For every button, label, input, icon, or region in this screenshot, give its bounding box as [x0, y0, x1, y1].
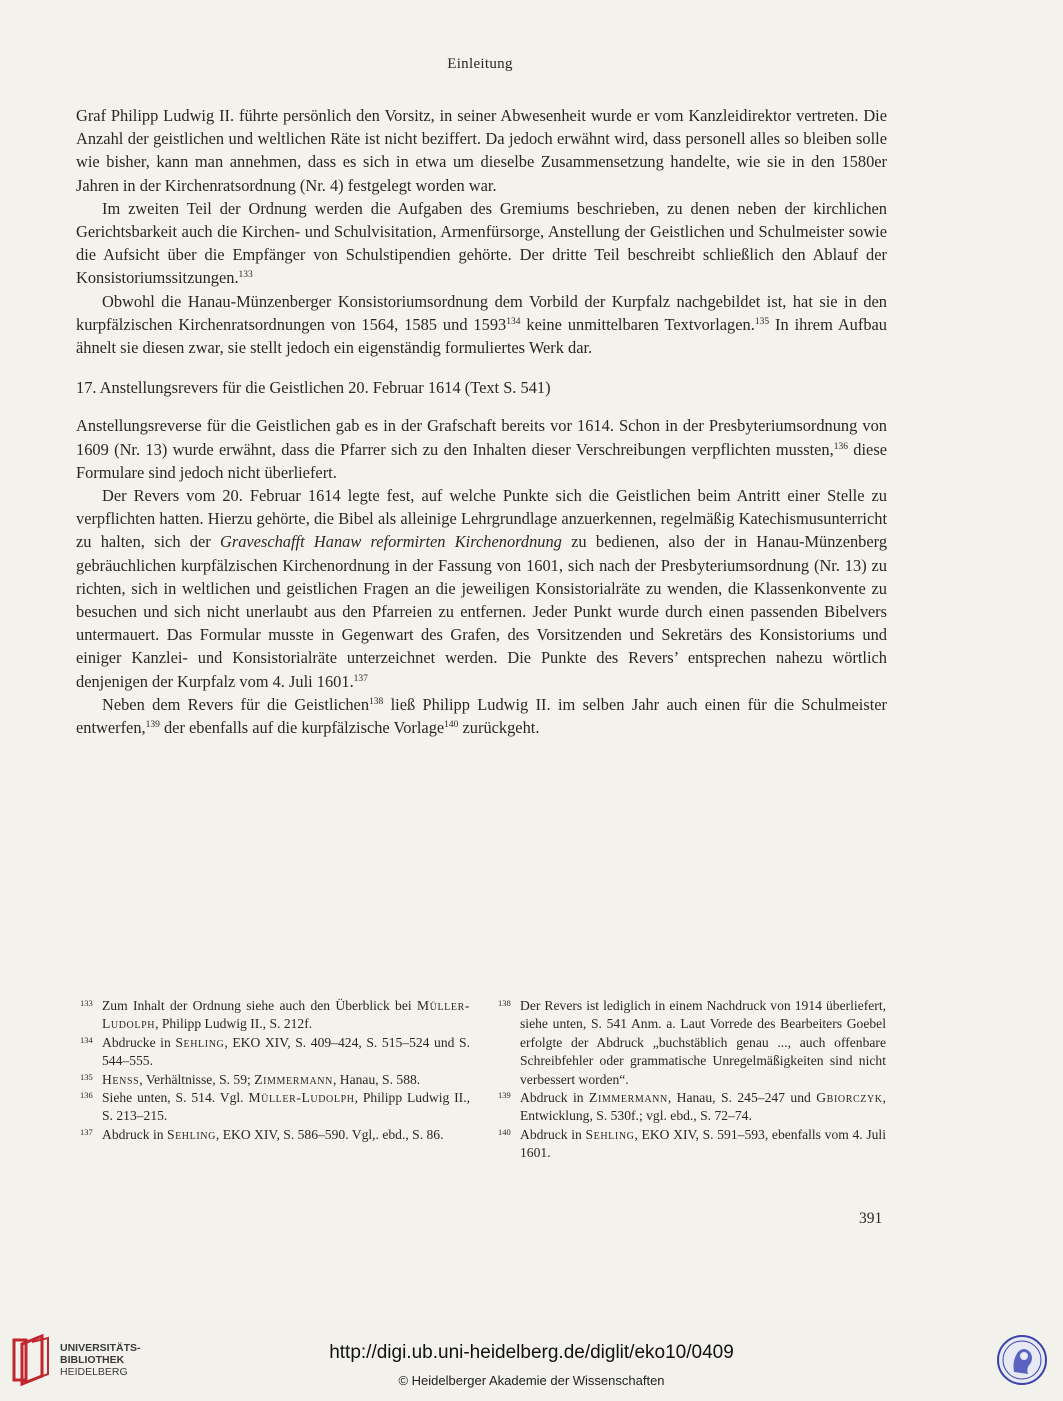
footnote-ref: 134: [506, 316, 521, 327]
footnotes-left-column: [80, 997, 470, 1144]
footnote-ref: 135: [754, 316, 770, 327]
paragraph: Obwohl die Hanau-Münzenberger Konsistoriumsordnung dem Vorbild der Kurpfalz nachgebildet ist, hat sie in den kurpfälzischen Kirchenratsordnungen von 1564, 1585 und 1593$^{134}$ keine unmittelbaren Textvorlagen.$^{135}$ In ihrem Aufbau ähnelt sie diesen zwar, sie stellt jedoch ein eigenständig formuliertes Werk dar.: [76, 291, 887, 358]
footnote-ref: 133: [238, 270, 253, 281]
footnote: 133 Zum Inhalt der Ordnung siehe auch den Überblick bei Müller-Ludolph, Philipp Ludwig II., S. 212f.: [80, 998, 470, 1032]
body-text: [76, 104, 887, 739]
footnote: 140 Abdruck in Sehling, EKO XIV, S. 591–593, ebenfalls vom 4. Juli 1601.: [498, 1126, 886, 1161]
copyright-notice: © Heidelberger Akademie der Wissenschaften: [398, 1373, 665, 1388]
footnote-ref: 136: [833, 441, 848, 452]
academy-seal-icon[interactable]: [996, 1334, 1048, 1386]
footnote-ref: 137: [353, 673, 368, 684]
paragraph: Neben dem Revers für die Geistlichen$^{138}$ ließ Philipp Ludwig II. im selben Jahr auch einen für die Schulmeister entwerfen,$^{139}$ der ebenfalls auf die kurpfälzische Vorlage$^{140}$ zurückgeht.: [76, 694, 887, 738]
paragraph: Der Revers vom 20. Februar 1614 legte fest, auf welche Punkte sich die Geistlichen beim Antritt einer Stelle zu verpflichten hatten. Hierzu gehörte, die Bibel als alleinige Lehrgrundlage anzuerkennen, regelmäßig Katechismusunterricht zu halten, sich der Graveschafft Hanaw reformirten Kirchenordnung zu bedienen, also der in Hanau-Münzenberg gebräuchlichen kurpfälzischen Kirchenordnung in der Fassung von 1601, sich nach der Presbyteriumsordnung (Nr. 13) zu richten, sich in weltlichen und geistlichen Fragen an die jeweiligen Konsistorialräte zu wenden, die Klassenkonvente zu besuchen und sich nicht unerlaubt aus den Pfarreien zu entfernen. Jeder Punkt wurde durch einen passenden Bibelvers untermauert. Das Formular musste in Gegenwart des Grafen, des Vorsitzenden und Sekretärs des Konsistoriums und einiger Kanzlei- und Konsistorialräte unterzeichnet werden. Die Punkte des Revers’ entsprechen nahezu wörtlich denjenigen der Kurpfalz vom 4. Juli 1601.$^{137}$: [76, 486, 888, 691]
paragraph: Im zweiten Teil der Ordnung werden die Aufgaben des Gremiums beschrieben, zu denen neben der kirchlichen Gerichtsbarkeit auch die Kirchen- und Schulvisitation, Armenfürsorge, Anstellung der Geistlichen und Schulmeister sowie die Aufsicht über die Empfänger von Schulstipendien gehörte. Der dritte Teil beschreibt schließlich den Ablauf der Konsistoriumssitzungen.$^{133}$: [76, 198, 887, 288]
footnote: 135 Henss, Verhältnisse, S. 59; Zimmermann, Hanau, S. 588.: [80, 1071, 421, 1087]
permalink-url[interactable]: http://digi.ub.uni-heidelberg.de/diglit/eko10/0409: [329, 1342, 734, 1363]
footnote: 138 Der Revers ist lediglich in einem Nachdruck von 1914 überliefert, siehe unten, S. 541 Anm. a. Laut Vorrede des Bearbeiters Goebel erfolgte der Abdruck „buchstäblich genau ..., auch offenbare Schreibfehler oder grammatische Unregelmäßigkeiten sind nicht verbessert worden“.: [498, 998, 886, 1087]
section-heading: 17. Anstellungsrevers für die Geistlichen 20. Februar 1614 (Text S. 541): [76, 378, 551, 398]
paragraph: Graf Philipp Ludwig II. führte persönlich den Vorsitz, in seiner Abwesenheit wurde er vom Kanzleidirektor vertreten. Die Anzahl der geistlichen und weltlichen Räte ist nicht beziffert. Da jedoch erwähnt wird, dass personell alles so bleiben solle wie bisher, kann man annehmen, dass es sich in etwa um dieselbe Zusammensetzung handelte, wie sie in den 1580er Jahren in der Kirchenratsordnung (Nr. 4) festgelegt worden war.: [76, 106, 887, 195]
running-head: Einleitung: [447, 56, 513, 72]
footnote-ref: 140: [444, 720, 459, 731]
footnote: 136 Siehe unten, S. 514. Vgl. Müller-Ludolph, Philipp Ludwig II., S. 213–215.: [80, 1090, 470, 1124]
library-name[interactable]: UNIVERSITÄTS- BIBLIOTHEK HEIDELBERG: [60, 1342, 141, 1378]
footnote: 134 Abdrucke in Sehling, EKO XIV, S. 409–424, S. 515–524 und S. 544–555.: [80, 1034, 470, 1069]
page-number: 391: [859, 1210, 883, 1227]
italic-title: Graveschafft Hanaw reformirten Kirchenordnung: [219, 532, 562, 552]
footnote: 139 Abdruck in Zimmermann, Hanau, S. 245–247 und Gbiorczyk, Entwicklung, S. 530f.; vgl. ebd., S. 72–74.: [498, 1090, 887, 1124]
footnote-ref: 139: [145, 720, 160, 731]
footnote: 137 Abdruck in Sehling, EKO XIV, S. 586–590. Vgl,. ebd., S. 86.: [80, 1126, 444, 1142]
footnote-ref: 138: [369, 696, 384, 707]
paragraph: Anstellungsreverse für die Geistlichen gab es in der Grafschaft bereits vor 1614. Schon in der Presbyteriumsordnung von 1609 (Nr. 13) wurde erwähnt, dass die Pfarrer sich zu den Inhalten dieser Verschreibungen verpflichten mussten,$^{136}$ diese Formulare sind jedoch nicht überliefert.: [76, 416, 887, 482]
footnotes-right-column: [498, 997, 886, 1163]
